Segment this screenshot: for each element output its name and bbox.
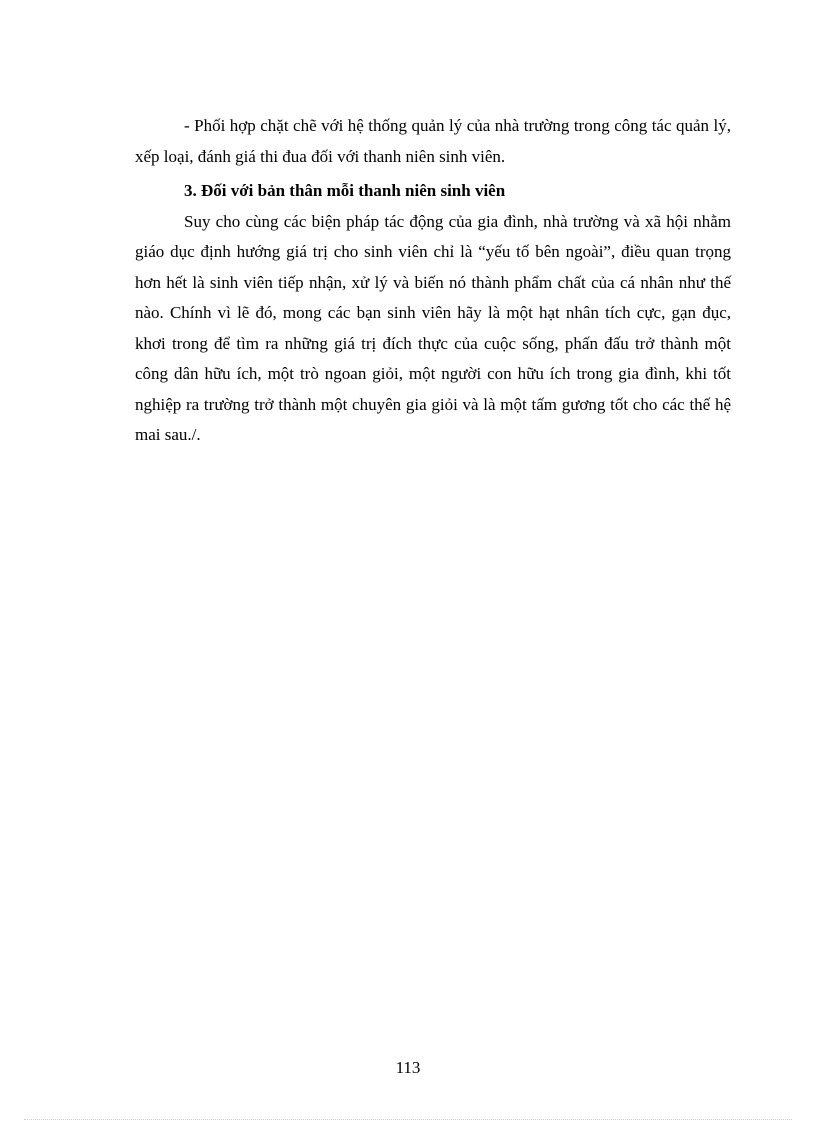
paragraph-self-development: Suy cho cùng các biện pháp tác động của gia đình, nhà trường và xã hội nhằm giáo dục định hướng giá trị cho sinh viên chỉ là “yếu tố bên ngoài”, điều quan trọng hơn hết là sinh viên tiếp nhận, xử lý và biến nó thành phẩm chất của cá nhân như thế nào. Chính vì lẽ đó, mong các bạn sinh viên hãy là một hạt nhân tích cực, gạn đục, khơi trong để tìm ra những giá trị đích thực của cuộc sống, phấn đấu trở thành một công dân hữu ích, một trò ngoan giỏi, một người con hữu ích trong gia đình, khi tốt nghiệp ra trường trở thành một chuyên gia giỏi và là một tấm gương tốt cho các thế hệ mai sau./. (135, 211, 731, 444)
document-body (135, 111, 731, 451)
section-heading-3: 3. Đối với bản thân mỗi thanh niên sinh viên (184, 181, 506, 200)
page-bottom-divider (24, 1119, 792, 1120)
paragraph-coordination: - Phối hợp chặt chẽ với hệ thống quản lý của nhà trường trong công tác quản lý, xếp loại, đánh giá thi đua đối với thanh niên sinh viên. (135, 116, 731, 166)
page-number: 113 (395, 1058, 421, 1077)
